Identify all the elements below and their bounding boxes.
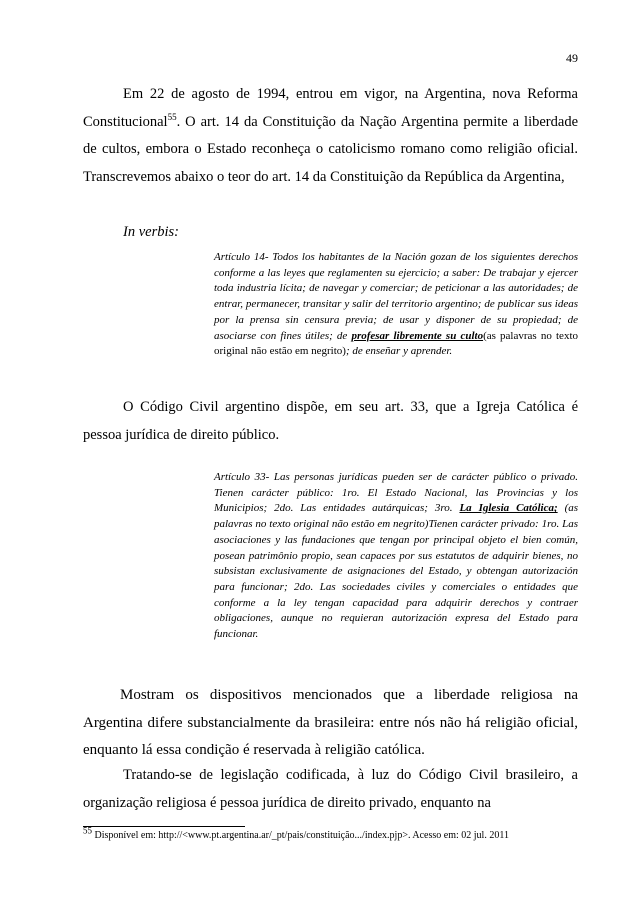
quote-text: Artículo 33- Las personas jurídicas pueden ser de carácter público o privado. Tienen carácter público: 1ro. El Estado Nacional, las Provincias y los Municipios; 2do. Las entidades autárquicas; 3ro. bbox=[214, 471, 578, 515]
paragraph-civil-code: O Código Civil argentino dispõe, em seu art. 33, que a Igreja Católica é pessoa jurídica de direito público. bbox=[83, 399, 578, 443]
page-number: 49 bbox=[566, 51, 578, 65]
paragraph-constitutional-reform bbox=[83, 81, 578, 191]
in-verbis-label: In verbis: bbox=[123, 224, 179, 240]
footnote-divider bbox=[83, 826, 245, 827]
block-quote-article-14 bbox=[214, 250, 578, 360]
quote-text: (as palavras no texto original não estão em negrito)Tienen carácter privado: 1ro. Las asociaciones y las fundaciones que tengan por principal objeto el bien común, posean patrimônio propio, sean capaces por sus estatutos de adquirir bienes, no subsistan exclusivamente de asignaciones del Estado, y obtengan autorización para funcionar; 2do. Las sociedades civiles y comerciales o entidades que conforme a la ley tengan capacidad para adquirir derechos y contraer obligaciones, aunque no requieran autorización expresa del Estado para funcionar. bbox=[214, 502, 579, 641]
paragraph-text: Em 22 de agosto de 1994, entrou em vigor, na Argentina, nova Reforma Constitucional bbox=[83, 86, 578, 130]
footnote-marker: 55 bbox=[83, 825, 92, 836]
quote-emphasis: La Iglesia Católica; bbox=[459, 502, 558, 515]
quote-text: Artículo 14- Todos los habitantes de la Nación gozan de los siguientes derechos conforme a las leyes que reglamenten su ejercicio; a saber: De trabajar y ejercer toda industria lícita; de navegar y comerciar; de peticionar a las autoridades; de entrar, permanecer, transitar y salir del territorio argentino; de publicar sus ideas por la prensa sin censura previa; de usar y disponer de su propiedad; de asociarse con fines útiles; de bbox=[214, 251, 578, 342]
quote-note: (as palavras no texto original não estão em negrito) bbox=[214, 329, 578, 358]
paragraph-religious-freedom: Mostram os dispositivos mencionados que a liberdade religiosa na Argentina difere substancialmente da brasileira: entre nós não há religião oficial, enquanto lá essa condição é reservada à religião católica. bbox=[83, 687, 578, 758]
footnote-reference: 55 bbox=[167, 111, 177, 122]
footnote bbox=[83, 825, 583, 843]
paragraph-text: . O art. 14 da Constituição da Nação Argentina permite a liberdade de cultos, embora o Estado reconheça o catolicismo romano como religião oficial. Transcrevemos abaixo o teor do art. 14 da Constituição da República da Argentina, bbox=[83, 113, 578, 185]
quote-text: ; de enseñar y aprender. bbox=[345, 345, 453, 358]
paragraph-codified-legislation: Tratando-se de legislação codificada, à luz do Código Civil brasileiro, a organização religiosa é pessoa jurídica de direito privado, enquanto na bbox=[83, 767, 578, 811]
quote-emphasis: profesar libremente su culto bbox=[351, 329, 484, 342]
footnote-text: Disponível em: http://<www.pt.argentina.ar/_pt/pais/constituição.../index.pjp>. Acesso em: 02 jul. 2011 bbox=[92, 830, 509, 841]
block-quote-article-33 bbox=[214, 470, 578, 643]
